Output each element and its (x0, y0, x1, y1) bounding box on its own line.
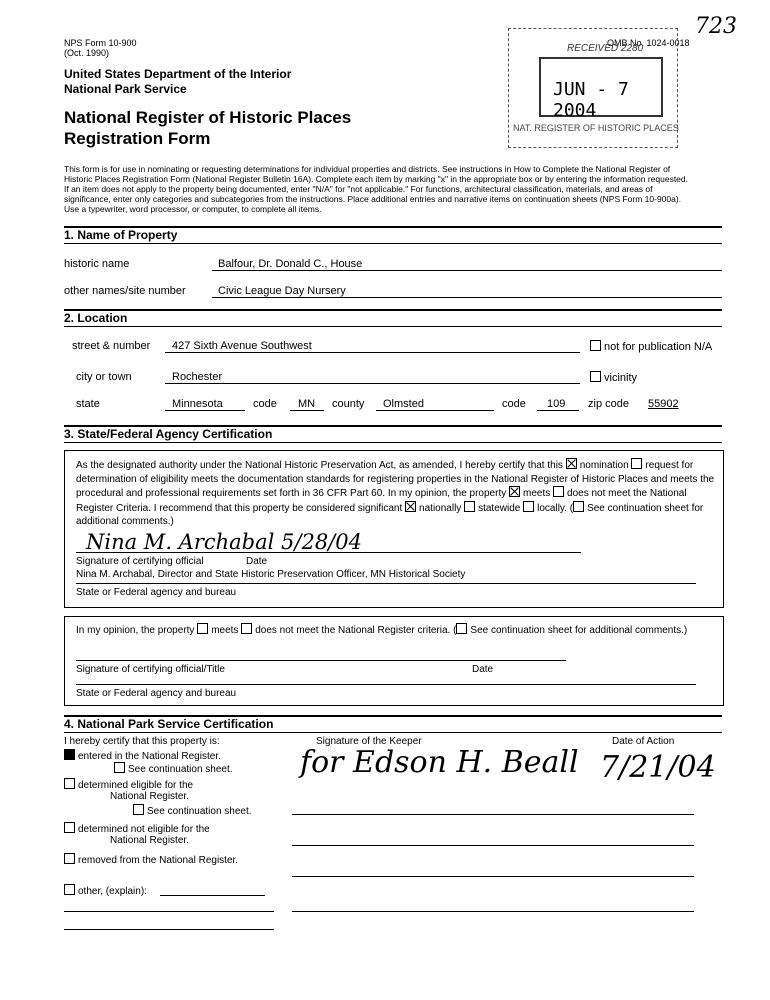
nfp-checkbox[interactable] (590, 340, 601, 351)
eligible-checkbox[interactable] (64, 778, 75, 789)
instructions-line: Use a typewriter, word processor, or computer, to complete all items. (64, 204, 322, 214)
eligible-option[interactable] (64, 778, 193, 791)
county-code-value[interactable]: 109 (547, 398, 566, 410)
street-label: street & number (72, 340, 151, 352)
section-3-heading: 3. State/Federal Agency Certification (64, 427, 273, 441)
zip-value[interactable]: 55902 (648, 398, 679, 410)
stamp-nat: NAT. REGISTER OF HISTORIC PLACES (513, 123, 679, 133)
signature-label: Signature of certifying official (76, 556, 204, 567)
vicinity-checkbox[interactable] (590, 371, 601, 382)
city-label: city or town (76, 371, 132, 383)
nomination-checkbox[interactable] (566, 458, 577, 469)
eligible-label-2: National Register. (110, 791, 189, 802)
see2-label: See continuation sheet. (147, 806, 252, 817)
state-signature: Nina M. Archabal 5/28/04 (86, 530, 362, 554)
instructions-line: Historic Places Registration Form (National Register Bulletin 16A). Complete each item by marking "x" in the appropriate box or by entering the information requested. (64, 174, 688, 184)
cert-text: additional comments.) (76, 516, 174, 527)
state-label: state (76, 398, 100, 410)
opinion-not-meet-checkbox[interactable] (241, 623, 252, 634)
removed-checkbox[interactable] (64, 853, 75, 864)
instructions-line: significance, enter only categories and subcategories from the instructions. Place additional entries and narrative items on continuation sheets (NPS Form 10-900a). (64, 194, 682, 204)
department: United States Department of the Interior (64, 67, 292, 81)
form-date: (Oct. 1990) (64, 48, 110, 58)
meets-checkbox[interactable] (509, 486, 520, 497)
action-date-label: Date of Action (612, 736, 675, 747)
see2-checkbox[interactable] (133, 804, 144, 815)
opinion-text-part: meets (211, 625, 239, 636)
section-2-heading: 2. Location (64, 311, 128, 325)
cert-text: meets (523, 488, 551, 499)
state-code-label: code (253, 398, 277, 410)
cert-text: procedural and professional requirements set forth in 36 CFR Part 60. In my opinion, the property (76, 488, 507, 499)
signature2-label: Signature of certifying official/Title (76, 664, 225, 675)
continuation-checkbox[interactable] (573, 501, 584, 512)
removed-label: removed from the National Register. (78, 855, 239, 866)
date2-label: Date (472, 664, 494, 675)
eligible-label: determined eligible for the (78, 780, 194, 791)
form-title: National Register of Historic Places (64, 108, 352, 127)
page-number-handwritten: 723 (695, 14, 737, 39)
other-label: other, (explain): (78, 886, 147, 897)
received-stamp (508, 28, 678, 148)
entered-option[interactable] (64, 749, 221, 762)
other-names-label: other names/site number (64, 285, 186, 297)
action-date-handwritten: 7/21/04 (600, 750, 716, 785)
street-value[interactable]: 427 Sixth Avenue Southwest (172, 340, 312, 352)
cert-text: request for (645, 460, 694, 471)
opinion-text-part: See continuation sheet for additional comments.) (470, 625, 688, 636)
city-value[interactable]: Rochester (172, 371, 223, 383)
cert-text: locally. ( (537, 502, 574, 514)
cert-text: nomination (579, 460, 629, 471)
vicinity-label: vicinity (604, 372, 638, 384)
instructions-line: If an item does not apply to the property being documented, enter "N/A" for "not applicable." For functions, architectural classification, materials, and areas of (64, 184, 653, 194)
nps-intro: I hereby certify that this property is: (64, 736, 220, 747)
cert-text: Register Criteria. I recommend that this property be considered significant (76, 502, 403, 514)
historic-name-label: historic name (64, 258, 130, 270)
locally-checkbox[interactable] (523, 501, 534, 512)
county-value[interactable]: Olmsted (383, 398, 424, 410)
omb-number: OMB No. 1024-0018 (607, 38, 690, 48)
form-number: NPS Form 10-900 (64, 38, 137, 48)
see1-label: See continuation sheet. (128, 764, 233, 775)
nationally-checkbox[interactable] (405, 501, 416, 512)
service: National Park Service (64, 82, 187, 96)
historic-name-value[interactable]: Balfour, Dr. Donald C., House (218, 258, 363, 270)
not-eligible-checkbox[interactable] (64, 822, 75, 833)
section-4-heading: 4. National Park Service Certification (64, 717, 274, 731)
does-not-meet-checkbox[interactable] (553, 486, 564, 497)
cert-text: nationally (419, 502, 462, 514)
certification-text (76, 458, 716, 529)
official-name: Nina M. Archabal, Director and State Historic Preservation Officer, MN Historical Society (76, 569, 466, 580)
not-eligible-label: determined not eligible for the (78, 824, 210, 835)
instructions-line: This form is for use in nominating or requesting determinations for individual properties and districts. See instructions in How to Complete the National Register of (64, 164, 671, 174)
see1-checkbox[interactable] (114, 762, 125, 773)
opinion-text (76, 623, 687, 636)
other-names-value[interactable]: Civic League Day Nursery (218, 285, 346, 297)
cert-text: statewide (478, 502, 521, 514)
opinion-text-part: In my opinion, the property (76, 625, 195, 636)
instructions (64, 164, 724, 214)
not-for-publication[interactable] (590, 340, 712, 353)
stamp-received: RECEIVED 2280 (567, 43, 644, 54)
cert-text: As the designated authority under the National Historic Preservation Act, as amended, I hereby certify that this (76, 460, 563, 471)
see-continuation-1[interactable] (114, 762, 233, 775)
stamp-date: JUN - 7 2004 (553, 79, 629, 121)
other-option[interactable] (64, 884, 147, 897)
agency-label: State or Federal agency and bureau (76, 587, 237, 598)
request-checkbox[interactable] (631, 458, 642, 469)
date-label: Date (246, 556, 268, 567)
opinion-meets-checkbox[interactable] (197, 623, 208, 634)
county-code-label: code (502, 398, 526, 410)
nfp-label: not for publication N/A (604, 341, 713, 353)
state-code-value[interactable]: MN (298, 398, 316, 410)
entered-label: entered in the National Register. (78, 751, 221, 762)
opinion-continuation-checkbox[interactable] (456, 623, 467, 634)
cert-text: determination of eligibility meets the documentation standards for registering properties in the National Register of Historic Places and meets the (76, 473, 715, 485)
other-checkbox[interactable] (64, 884, 75, 895)
agency2-label: State or Federal agency and bureau (76, 688, 237, 699)
keeper-label: Signature of the Keeper (316, 736, 422, 747)
zip-label: zip code (588, 398, 629, 410)
vicinity[interactable] (590, 371, 637, 384)
keeper-signature: for Edson H. Beall (300, 745, 579, 780)
see-continuation-2[interactable] (133, 804, 252, 817)
state-value[interactable]: Minnesota (172, 398, 223, 410)
removed-option[interactable] (64, 853, 238, 866)
section-1-heading: 1. Name of Property (64, 228, 178, 242)
entered-checkbox[interactable] (64, 749, 75, 760)
form-subtitle: Registration Form (64, 129, 211, 148)
not-eligible-label-2: National Register. (110, 835, 189, 846)
cert-text: See continuation sheet for (587, 502, 704, 514)
statewide-checkbox[interactable] (464, 501, 475, 512)
cert-text: does not meet the National (567, 488, 687, 499)
not-eligible-option[interactable] (64, 822, 210, 835)
opinion-text-part: does not meet the National Register criteria. ( (255, 625, 457, 636)
county-label: county (332, 398, 365, 410)
